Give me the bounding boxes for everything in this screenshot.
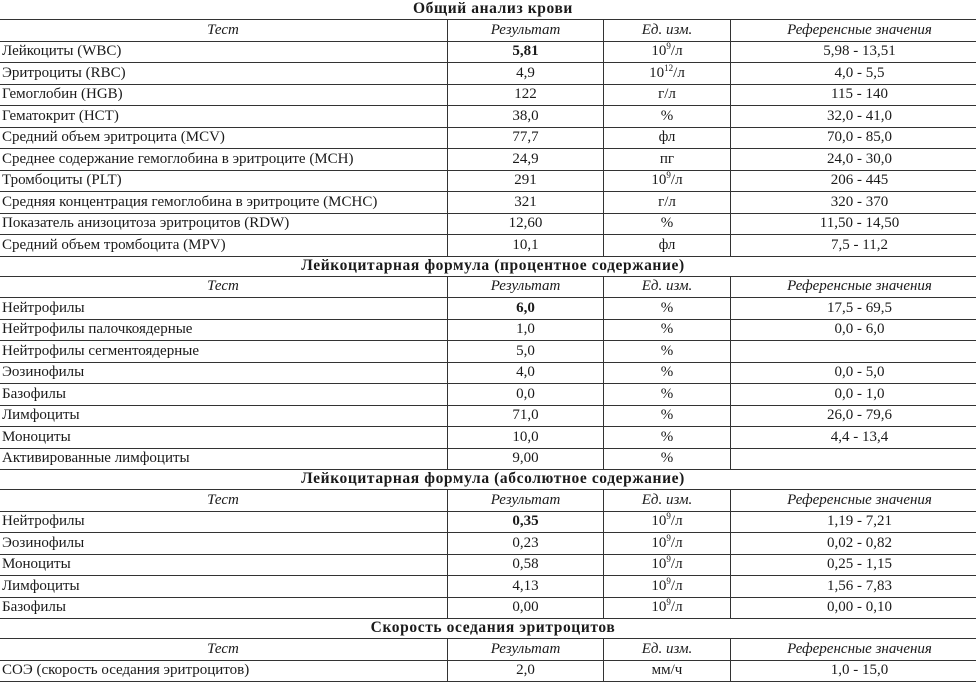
header-result: Результат <box>448 20 604 42</box>
unit-base: пг <box>659 150 675 167</box>
results-table <box>0 276 976 471</box>
reference-range <box>731 448 976 470</box>
table-row <box>0 554 976 576</box>
test-name: Эозинофилы <box>0 533 448 555</box>
unit-base: 10 <box>651 43 667 60</box>
reference-range: 1,19 - 7,21 <box>731 511 976 533</box>
reference-range: 7,5 - 11,2 <box>731 235 976 257</box>
test-unit <box>604 84 731 106</box>
reference-range: 26,0 - 79,6 <box>731 405 976 427</box>
header-unit: Ед. изм. <box>604 20 731 42</box>
test-name: Нейтрофилы сегментоядерные <box>0 341 448 363</box>
unit-exponent: 9 <box>666 532 671 543</box>
table-row <box>0 384 976 406</box>
test-unit <box>604 533 731 555</box>
table-row <box>0 63 976 85</box>
section-title: Лейкоцитарная формула (процентное содержание) <box>301 256 685 274</box>
header-result: Результат <box>448 276 604 298</box>
test-unit <box>604 576 731 598</box>
table-row <box>0 192 976 214</box>
report-section <box>0 470 976 619</box>
unit-base: 10 <box>651 172 667 189</box>
unit-suffix: /л <box>673 64 685 81</box>
report-section <box>0 619 976 682</box>
header-test: Тест <box>0 639 448 661</box>
unit-base: % <box>660 450 674 467</box>
test-unit <box>604 341 731 363</box>
unit-exponent: 9 <box>666 41 671 52</box>
test-unit <box>604 192 731 214</box>
reference-range: 4,4 - 13,4 <box>731 427 976 449</box>
unit-suffix: /л <box>670 172 683 189</box>
test-unit <box>604 149 731 171</box>
test-result: 77,7 <box>448 127 604 149</box>
test-unit <box>604 597 731 619</box>
test-result: 321 <box>448 192 604 214</box>
test-unit <box>604 235 731 257</box>
test-result: 291 <box>448 170 604 192</box>
reference-range: 70,0 - 85,0 <box>731 127 976 149</box>
reference-range <box>731 341 976 363</box>
test-name: Лимфоциты <box>0 576 448 598</box>
unit-exponent: 9 <box>666 511 671 522</box>
unit-suffix: /л <box>670 534 683 551</box>
table-row <box>0 511 976 533</box>
header-reference: Референсные значения <box>731 20 976 42</box>
test-result: 71,0 <box>448 405 604 427</box>
unit-suffix: /л <box>670 43 683 60</box>
test-result: 0,0 <box>448 384 604 406</box>
unit-base: г/л <box>658 86 676 103</box>
reference-range: 17,5 - 69,5 <box>731 298 976 320</box>
test-unit <box>604 319 731 341</box>
header-test: Тест <box>0 276 448 298</box>
test-unit <box>604 63 731 85</box>
unit-base: 10 <box>651 556 667 573</box>
unit-suffix: /л <box>670 599 683 616</box>
table-row <box>0 41 976 63</box>
table-row <box>0 576 976 598</box>
test-result: 10,1 <box>448 235 604 257</box>
report-section <box>0 257 976 471</box>
reference-range: 115 - 140 <box>731 84 976 106</box>
table-row <box>0 533 976 555</box>
reference-range: 0,0 - 1,0 <box>731 384 976 406</box>
test-result: 9,00 <box>448 448 604 470</box>
unit-base: % <box>660 321 674 338</box>
reference-range: 11,50 - 14,50 <box>731 213 976 235</box>
test-name: Средний объем тромбоцита (MPV) <box>0 235 448 257</box>
test-name: Лейкоциты (WBC) <box>0 41 448 63</box>
test-unit <box>604 554 731 576</box>
test-name: Лимфоциты <box>0 405 448 427</box>
unit-base: % <box>660 385 674 402</box>
test-result: 2,0 <box>448 660 604 682</box>
results-table <box>0 638 976 682</box>
table-row <box>0 235 976 257</box>
test-name: Эозинофилы <box>0 362 448 384</box>
test-unit <box>604 106 731 128</box>
test-result: 0,58 <box>448 554 604 576</box>
table-row <box>0 660 976 682</box>
unit-base: 10 <box>651 513 667 530</box>
test-unit <box>604 660 731 682</box>
unit-suffix: /л <box>670 513 683 530</box>
report-section <box>0 0 976 257</box>
test-unit <box>604 127 731 149</box>
table-row <box>0 597 976 619</box>
header-reference: Референсные значения <box>731 639 976 661</box>
test-result: 122 <box>448 84 604 106</box>
reference-range: 320 - 370 <box>731 192 976 214</box>
unit-exponent: 9 <box>666 170 671 181</box>
reference-range: 0,00 - 0,10 <box>731 597 976 619</box>
test-name: Тромбоциты (PLT) <box>0 170 448 192</box>
table-header-row <box>0 276 976 298</box>
reference-range: 1,56 - 7,83 <box>731 576 976 598</box>
reference-range: 4,0 - 5,5 <box>731 63 976 85</box>
test-unit <box>604 427 731 449</box>
test-unit <box>604 362 731 384</box>
section-title: Общий анализ крови <box>413 0 573 17</box>
test-result: 0,23 <box>448 533 604 555</box>
test-unit <box>604 170 731 192</box>
test-name: Моноциты <box>0 554 448 576</box>
reference-range: 0,02 - 0,82 <box>731 533 976 555</box>
reference-range: 0,0 - 6,0 <box>731 319 976 341</box>
section-title: Лейкоцитарная формула (абсолютное содержание) <box>301 470 685 487</box>
unit-base: фл <box>658 129 676 146</box>
reference-range: 24,0 - 30,0 <box>731 149 976 171</box>
test-result: 4,0 <box>448 362 604 384</box>
header-reference: Референсные значения <box>731 490 976 512</box>
unit-exponent: 9 <box>666 597 671 608</box>
table-row <box>0 84 976 106</box>
unit-exponent: 9 <box>666 554 671 565</box>
reference-range: 0,25 - 1,15 <box>731 554 976 576</box>
reference-range: 206 - 445 <box>731 170 976 192</box>
table-row <box>0 127 976 149</box>
unit-base: % <box>660 215 674 232</box>
unit-base: 10 <box>651 577 667 594</box>
unit-base: % <box>660 364 674 381</box>
reference-range: 5,98 - 13,51 <box>731 41 976 63</box>
test-unit <box>604 405 731 427</box>
test-name: Среднее содержание гемоглобина в эритроците (MCH) <box>0 149 448 171</box>
test-result: 0,35 <box>448 511 604 533</box>
table-row <box>0 213 976 235</box>
header-unit: Ед. изм. <box>604 639 731 661</box>
header-unit: Ед. изм. <box>604 276 731 298</box>
test-name: Базофилы <box>0 384 448 406</box>
header-unit: Ед. изм. <box>604 490 731 512</box>
test-result: 1,0 <box>448 319 604 341</box>
table-row <box>0 405 976 427</box>
unit-base: % <box>660 428 674 445</box>
test-unit <box>604 384 731 406</box>
test-name: Показатель анизоцитоза эритроцитов (RDW) <box>0 213 448 235</box>
test-name: Нейтрофилы палочкоядерные <box>0 319 448 341</box>
test-unit <box>604 213 731 235</box>
table-header-row <box>0 490 976 512</box>
test-name: СОЭ (скорость оседания эритроцитов) <box>0 660 448 682</box>
test-result: 4,9 <box>448 63 604 85</box>
reference-range: 1,0 - 15,0 <box>731 660 976 682</box>
test-name: Моноциты <box>0 427 448 449</box>
unit-exponent: 9 <box>666 575 671 586</box>
table-row <box>0 448 976 470</box>
test-name: Гемоглобин (HGB) <box>0 84 448 106</box>
table-row <box>0 362 976 384</box>
reference-range: 32,0 - 41,0 <box>731 106 976 128</box>
test-name: Нейтрофилы <box>0 511 448 533</box>
test-unit <box>604 448 731 470</box>
section-title: Скорость оседания эритроцитов <box>370 619 616 636</box>
results-table <box>0 19 976 257</box>
test-result: 5,81 <box>448 41 604 63</box>
test-unit <box>604 41 731 63</box>
unit-base: 10 <box>651 534 667 551</box>
unit-base: 10 <box>651 599 667 616</box>
test-result: 6,0 <box>448 298 604 320</box>
unit-base: % <box>660 342 674 359</box>
table-row <box>0 427 976 449</box>
unit-base: мм/ч <box>651 662 683 679</box>
table-header-row <box>0 639 976 661</box>
test-result: 0,00 <box>448 597 604 619</box>
table-row <box>0 319 976 341</box>
table-row <box>0 341 976 363</box>
test-name: Нейтрофилы <box>0 298 448 320</box>
results-table <box>0 489 976 619</box>
table-header-row <box>0 20 976 42</box>
table-row <box>0 106 976 128</box>
test-name: Средняя концентрация гемоглобина в эритроците (MCHC) <box>0 192 448 214</box>
table-row <box>0 170 976 192</box>
reference-range: 0,0 - 5,0 <box>731 362 976 384</box>
test-result: 38,0 <box>448 106 604 128</box>
unit-suffix: /л <box>670 556 683 573</box>
test-result: 12,60 <box>448 213 604 235</box>
test-result: 24,9 <box>448 149 604 171</box>
test-unit <box>604 298 731 320</box>
header-reference: Референсные значения <box>731 276 976 298</box>
header-result: Результат <box>448 490 604 512</box>
unit-base: 10 <box>649 64 665 81</box>
table-row <box>0 149 976 171</box>
test-result: 10,0 <box>448 427 604 449</box>
unit-base: фл <box>658 236 676 253</box>
unit-base: % <box>660 299 674 316</box>
header-test: Тест <box>0 20 448 42</box>
test-name: Гематокрит (HCT) <box>0 106 448 128</box>
unit-suffix: /л <box>670 577 683 594</box>
test-name: Эритроциты (RBC) <box>0 63 448 85</box>
test-name: Средний объем эритроцита (MCV) <box>0 127 448 149</box>
unit-exponent: 12 <box>664 62 674 73</box>
unit-base: г/л <box>658 193 676 210</box>
test-name: Активированные лимфоциты <box>0 448 448 470</box>
header-test: Тест <box>0 490 448 512</box>
test-result: 5,0 <box>448 341 604 363</box>
header-result: Результат <box>448 639 604 661</box>
test-name: Базофилы <box>0 597 448 619</box>
test-unit <box>604 511 731 533</box>
unit-base: % <box>660 107 674 124</box>
table-row <box>0 298 976 320</box>
test-result: 4,13 <box>448 576 604 598</box>
unit-base: % <box>660 407 674 424</box>
